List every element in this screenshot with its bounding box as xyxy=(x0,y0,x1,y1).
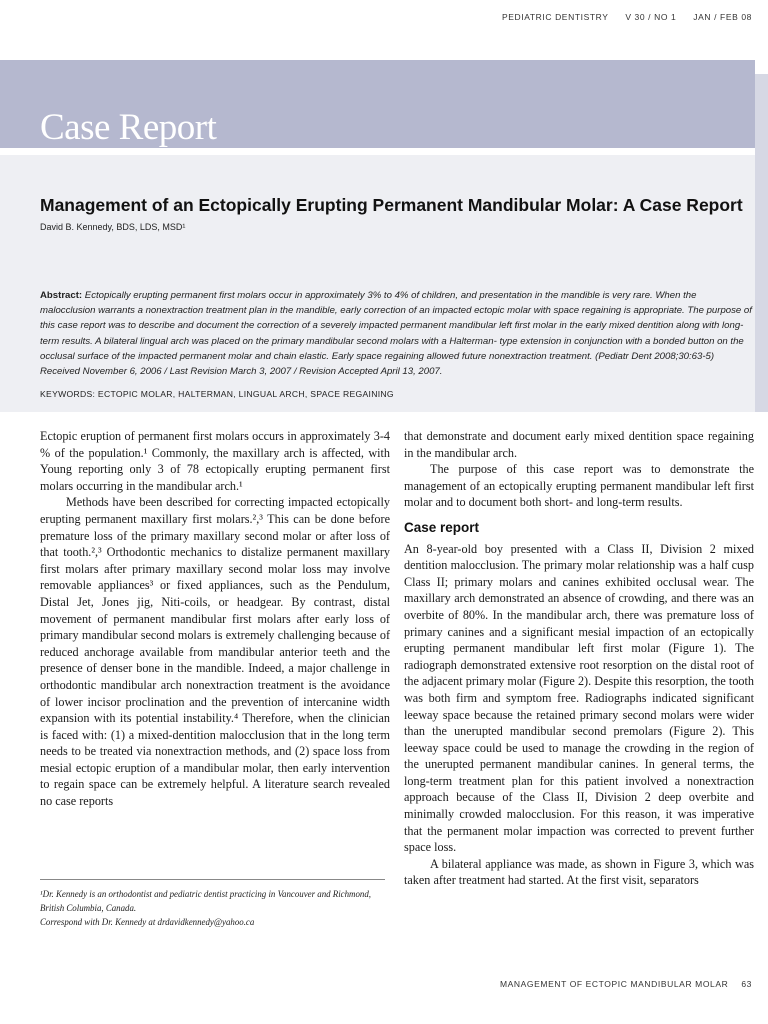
banner-rule xyxy=(0,148,755,150)
section-label: Case Report xyxy=(40,107,217,148)
author-line: David B. Kennedy, BDS, LDS, MSD¹ xyxy=(40,222,186,232)
appliance-paragraph: A bilateral appliance was made, as shown in Figure 3, which was taken after treatment had started. At the first visit, separators xyxy=(404,856,754,888)
intro-paragraph: Ectopic eruption of permanent first molars occurs in approximately 3-4 % of the population.¹ Commonly, the maxillary arch is affected, with Young reporting only 3 of 78 ectopically erupting permanent first molars occurring in the mandibular arch.¹ xyxy=(40,429,390,493)
article-title: Management of an Ectopically Erupting Permanent Mandibular Molar: A Case Report xyxy=(40,195,743,215)
right-column xyxy=(404,428,754,889)
footnote-affiliation: ¹Dr. Kennedy is an orthodontist and pediatric dentist practicing in Vancouver and Richmond, British Columbia, Canada. xyxy=(40,889,371,914)
issue-date: JAN / FEB 08 xyxy=(693,12,752,22)
abstract xyxy=(40,288,754,379)
case-paragraph: An 8-year-old boy presented with a Class II, Division 2 mixed dentition malocclusion. The primary molar relationship was a half cusp Class II; primary molars and canines exhibited occlusal wear. The maxillary arch demonstrated an absence of crowding, and there was an overbite of 80%. In the mandibular arch, there was premature loss of primary canines and a significant mesial impaction of an ectopically erupting permanent mandibular left first molar (Figure 1). The radiograph demonstrated extensive root resorption on the distal root of the adjacent primary molar (Figure 2). Despite this resorption, the tooth was both firm and symptom free. Radiographs indicated significant leeway space because the retained primary second molars were wider than the unerupted mandibular second premolars (Figure 2). This leeway space could be used to manage the crowding in the region of the unerupted permanent mandibular canines. In general terms, the long-term treatment plan for this patient involved a nonextraction approach because of the Class II, Division 2 deep overbite and minimally crowded malocclusion. For this reason, it was imperative that the permanent molar impaction was corrected to prevent further space loss. xyxy=(404,541,754,855)
running-foot xyxy=(490,979,752,989)
methods-paragraph: Methods have been described for correcting impacted ectopically erupting permanent maxillary first molars.²,³ This can be done before premature loss of the primary maxillary second molar or after loss of that tooth.²,³ Orthodontic mechanics to distalize permanent maxillary first molars after primary maxillary second molar loss may involve removable appliances³ or fixed appliances, such as the Pendulum, Distal Jet, Jones jig, Niti-coils, or headgear. By contrast, distal movement of permanent mandibular first molars after early loss of primary mandibular second molars is extremely challenging because of reduced anchorage available from mandibular anterior teeth and the presence of denser bone in the mandible. Indeed, a major challenge in orthodontic mandibular arch nonextraction treatment is the avoidance of lower incisor proclination and the prevention of intercanine width expansion with its potential instability.⁴ Therefore, when the clinician is faced with: (1) a mixed-dentition malocclusion that in the long term needs to be treated via nonextraction methods, and (2) space loss from mesial ectopic eruption of a mandibular molar, then early intervention to regain space can be extremely helpful. A literature search revealed no case reports xyxy=(40,495,390,809)
footer-title: MANAGEMENT OF ECTOPIC MANDIBULAR MOLAR xyxy=(499,979,729,989)
footnote-rule xyxy=(40,879,385,880)
volume-issue: V 30 / NO 1 xyxy=(625,12,677,22)
keywords: KEYWORDS: ECTOPIC MOLAR, HALTERMAN, LINGUAL ARCH, SPACE REGAINING xyxy=(40,389,394,399)
abstract-text: Ectopically erupting permanent first molars occur in approximately 3% to 4% of children, and presentation in the mandible is very rare. When the malocclusion warrants a nonextraction treatment plan in the mandible, early correction of an impacted ectopic molar with space regaining is appropriate. The purpose of this case report was to describe and document the correction of a severely impacted permanent mandibular left first molar in the early mixed dentition along with long-term results. A bilateral lingual arch was placed on the primary mandibular second molars with a Halterman- type extension in conjunction with a bonded button on the occlusal surface of the impacted permanent molar and chain elastic. Early space regaining allowed future nonextraction treatment. (Pediatr Dent 2008;30:63-5) Received November 6, 2006 / Last Revision March 3, 2007 / Revision Accepted April 13, 2007. xyxy=(40,290,752,378)
continuation-paragraph: that demonstrate and document early mixed dentition space regaining in the mandibular arch. xyxy=(404,429,754,460)
case-report-heading: Case report xyxy=(404,519,480,535)
journal-name: PEDIATRIC DENTISTRY xyxy=(502,12,609,22)
running-head xyxy=(488,12,752,22)
side-strip xyxy=(755,74,768,412)
footnote-correspondence: Correspond with Dr. Kennedy at drdavidkennedy@yahoo.ca xyxy=(40,917,255,928)
left-column xyxy=(40,428,390,810)
purpose-paragraph: The purpose of this case report was to demonstrate the management of an ectopically erupting permanent mandibular left first molar and to document both short- and long-term results. xyxy=(404,462,754,510)
page-number: 63 xyxy=(741,979,752,989)
abstract-label: Abstract: xyxy=(40,290,83,301)
footnote xyxy=(40,887,390,930)
